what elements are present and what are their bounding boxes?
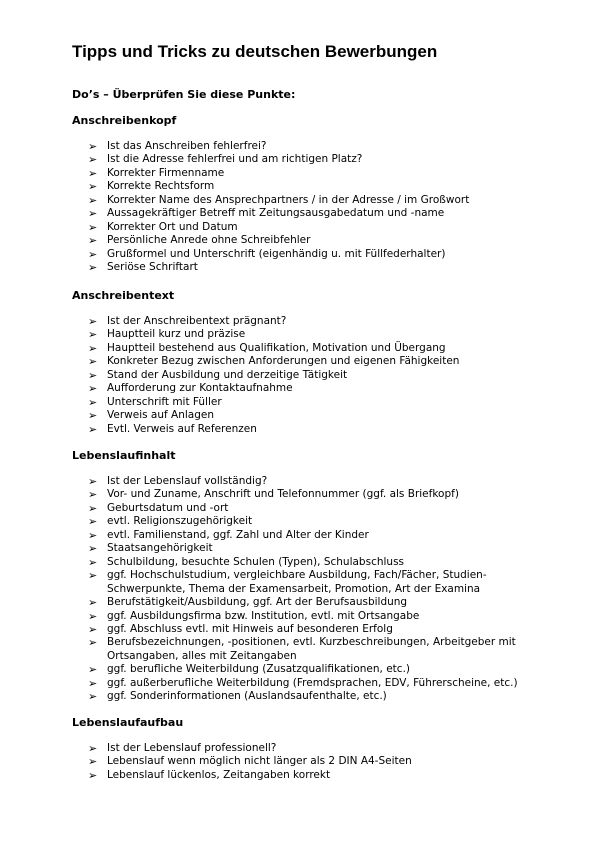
list-item [88, 542, 558, 555]
list-item-text: ggf. Sonderinformationen (Auslandsaufenthalte, etc.) [107, 690, 387, 703]
list-item-text: Ist das Anschreiben fehlerfrei? [107, 140, 267, 152]
list-item-text: Stand der Ausbildung und derzeitige Tätigkeit [107, 368, 348, 381]
right-arrow-bullet-icon: ➢ [88, 395, 98, 409]
list-item [88, 663, 558, 676]
list-item [88, 180, 558, 193]
list-item [88, 140, 558, 153]
list-item [88, 248, 558, 261]
right-arrow-bullet-icon: ➢ [88, 328, 98, 342]
right-arrow-bullet-icon: ➢ [88, 140, 98, 153]
list-item-text: ggf. Ausbildungsfirma bzw. Institution, evtl. mit Ortsangabe [107, 609, 420, 622]
section-heading-lebenslaufaufbau: Lebenslaufaufbau [72, 716, 184, 729]
list-item [88, 342, 558, 355]
list-item [88, 167, 558, 180]
bullet-list-lebenslaufaufbau [88, 742, 558, 782]
list-item-text: Berufsbezeichnungen, -positionen, evtl. Kurzbeschreibungen, Arbeitgeber mit Ortsangaben, alles mit Zeitangaben [107, 636, 516, 662]
right-arrow-bullet-icon: ➢ [88, 622, 98, 636]
right-arrow-bullet-icon: ➢ [88, 676, 98, 690]
list-item [88, 529, 558, 542]
list-item [88, 755, 558, 768]
right-arrow-bullet-icon: ➢ [88, 355, 98, 369]
right-arrow-bullet-icon: ➢ [88, 207, 98, 221]
right-arrow-bullet-icon: ➢ [88, 609, 98, 623]
list-item [88, 556, 558, 569]
list-item-text: Ist der Lebenslauf professionell? [107, 742, 277, 754]
list-item-text: Seriöse Schriftart [107, 261, 198, 274]
list-item [88, 475, 558, 488]
list-item [88, 207, 558, 220]
list-item-text: Ist der Lebenslauf vollständig? [107, 475, 268, 487]
list-item [88, 153, 558, 166]
right-arrow-bullet-icon: ➢ [88, 542, 98, 556]
list-item-text: Ist der Anschreibentext prägnant? [107, 315, 287, 327]
list-item-text: Korrekter Ort und Datum [107, 220, 238, 233]
document-title: Tipps und Tricks zu deutschen Bewerbungen [72, 42, 438, 61]
right-arrow-bullet-icon: ➢ [88, 555, 98, 569]
list-item-text: evtl. Familienstand, ggf. Zahl und Alter der Kinder [107, 528, 369, 541]
list-item-text: Hauptteil kurz und präzise [107, 328, 246, 341]
list-item [88, 636, 558, 663]
list-item-text: Grußformel und Unterschrift (eigenhändig u. mit Füllfederhalter) [107, 247, 446, 260]
list-item-text: Persönliche Anrede ohne Schreibfehler [107, 234, 311, 247]
list-item [88, 515, 558, 528]
document-subtitle: Do’s – Überprüfen Sie diese Punkte: [72, 88, 296, 101]
bullet-list-anschreibentext [88, 315, 558, 436]
right-arrow-bullet-icon: ➢ [88, 247, 98, 261]
list-item-text: ggf. berufliche Weiterbildung (Zusatzqualifikationen, etc.) [107, 663, 411, 676]
list-item-text: ggf. außerberufliche Weiterbildung (Fremdsprachen, EDV, Führerscheine, etc.) [107, 676, 518, 689]
list-item [88, 234, 558, 247]
list-item-text: Hauptteil bestehend aus Qualifikation, Motivation und Übergang [107, 341, 446, 354]
list-item [88, 194, 558, 207]
list-item [88, 769, 558, 782]
list-item [88, 409, 558, 422]
right-arrow-bullet-icon: ➢ [88, 193, 98, 207]
right-arrow-bullet-icon: ➢ [88, 422, 98, 436]
list-item [88, 488, 558, 501]
right-arrow-bullet-icon: ➢ [88, 755, 98, 769]
list-item [88, 623, 558, 636]
list-item [88, 742, 558, 755]
right-arrow-bullet-icon: ➢ [88, 690, 98, 704]
list-item [88, 315, 558, 328]
list-item-text: Unterschrift mit Füller [107, 395, 222, 408]
list-item-text: ggf. Hochschulstudium, vergleichbare Ausbildung, Fach/Fächer, Studien-Schwerpunkte, Thema der Examensarbeit, Promotion, Art der Examina [107, 569, 487, 595]
right-arrow-bullet-icon: ➢ [88, 515, 98, 529]
right-arrow-bullet-icon: ➢ [88, 475, 98, 488]
list-item-text: Konkreter Bezug zwischen Anforderungen und eigenen Fähigkeiten [107, 355, 460, 368]
list-item-text: Korrekter Firmenname [107, 166, 225, 179]
right-arrow-bullet-icon: ➢ [88, 663, 98, 677]
right-arrow-bullet-icon: ➢ [88, 636, 98, 650]
list-item-text: Lebenslauf wenn möglich nicht länger als 2 DIN A4-Seiten [107, 755, 412, 768]
section-heading-anschreibentext: Anschreibentext [72, 289, 175, 302]
right-arrow-bullet-icon: ➢ [88, 180, 98, 194]
list-item [88, 423, 558, 436]
list-item-text: Evtl. Verweis auf Referenzen [107, 422, 257, 435]
right-arrow-bullet-icon: ➢ [88, 341, 98, 355]
list-item [88, 221, 558, 234]
right-arrow-bullet-icon: ➢ [88, 220, 98, 234]
list-item [88, 502, 558, 515]
right-arrow-bullet-icon: ➢ [88, 368, 98, 382]
section-heading-lebenslaufinhalt: Lebenslaufinhalt [72, 449, 176, 462]
right-arrow-bullet-icon: ➢ [88, 153, 98, 167]
list-item-text: Korrekter Name des Ansprechpartners / in der Adresse / im Großwort [107, 193, 470, 206]
list-item [88, 569, 558, 596]
list-item-text: Lebenslauf lückenlos, Zeitangaben korrekt [107, 768, 331, 781]
list-item [88, 396, 558, 409]
list-item-text: ggf. Abschluss evtl. mit Hinweis auf besonderen Erfolg [107, 622, 393, 635]
list-item-text: Korrekte Rechtsform [107, 180, 215, 193]
list-item-text: Geburtsdatum und -ort [107, 501, 229, 514]
list-item [88, 610, 558, 623]
right-arrow-bullet-icon: ➢ [88, 234, 98, 248]
right-arrow-bullet-icon: ➢ [88, 569, 98, 583]
list-item-text: Berufstätigkeit/Ausbildung, ggf. Art der Berufsausbildung [107, 596, 408, 609]
right-arrow-bullet-icon: ➢ [88, 501, 98, 515]
right-arrow-bullet-icon: ➢ [88, 166, 98, 180]
list-item-text: Aussagekräftiger Betreff mit Zeitungsausgabedatum und -name [107, 207, 445, 220]
list-item [88, 596, 558, 609]
list-item [88, 690, 558, 703]
right-arrow-bullet-icon: ➢ [88, 596, 98, 610]
list-item [88, 261, 558, 274]
list-item-text: Verweis auf Anlagen [107, 409, 215, 422]
list-item [88, 677, 558, 690]
right-arrow-bullet-icon: ➢ [88, 382, 98, 396]
right-arrow-bullet-icon: ➢ [88, 768, 98, 782]
list-item-text: Aufforderung zur Kontaktaufnahme [107, 382, 293, 395]
list-item [88, 355, 558, 368]
bullet-list-lebenslaufinhalt [88, 475, 558, 704]
list-item-text: Schulbildung, besuchte Schulen (Typen), Schulabschluss [107, 555, 405, 568]
right-arrow-bullet-icon: ➢ [88, 409, 98, 423]
list-item-text: evtl. Religionszugehörigkeit [107, 515, 253, 528]
right-arrow-bullet-icon: ➢ [88, 315, 98, 328]
right-arrow-bullet-icon: ➢ [88, 261, 98, 275]
list-item-text: Ist die Adresse fehlerfrei und am richtigen Platz? [107, 153, 363, 166]
list-item-text: Staatsangehörigkeit [107, 542, 213, 555]
list-item [88, 369, 558, 382]
list-item-text: Vor- und Zuname, Anschrift und Telefonnummer (ggf. als Briefkopf) [107, 488, 459, 501]
right-arrow-bullet-icon: ➢ [88, 742, 98, 755]
right-arrow-bullet-icon: ➢ [88, 528, 98, 542]
right-arrow-bullet-icon: ➢ [88, 488, 98, 502]
section-heading-anschreibenkopf: Anschreibenkopf [72, 114, 177, 127]
list-item [88, 328, 558, 341]
bullet-list-anschreibenkopf [88, 140, 558, 275]
list-item [88, 382, 558, 395]
